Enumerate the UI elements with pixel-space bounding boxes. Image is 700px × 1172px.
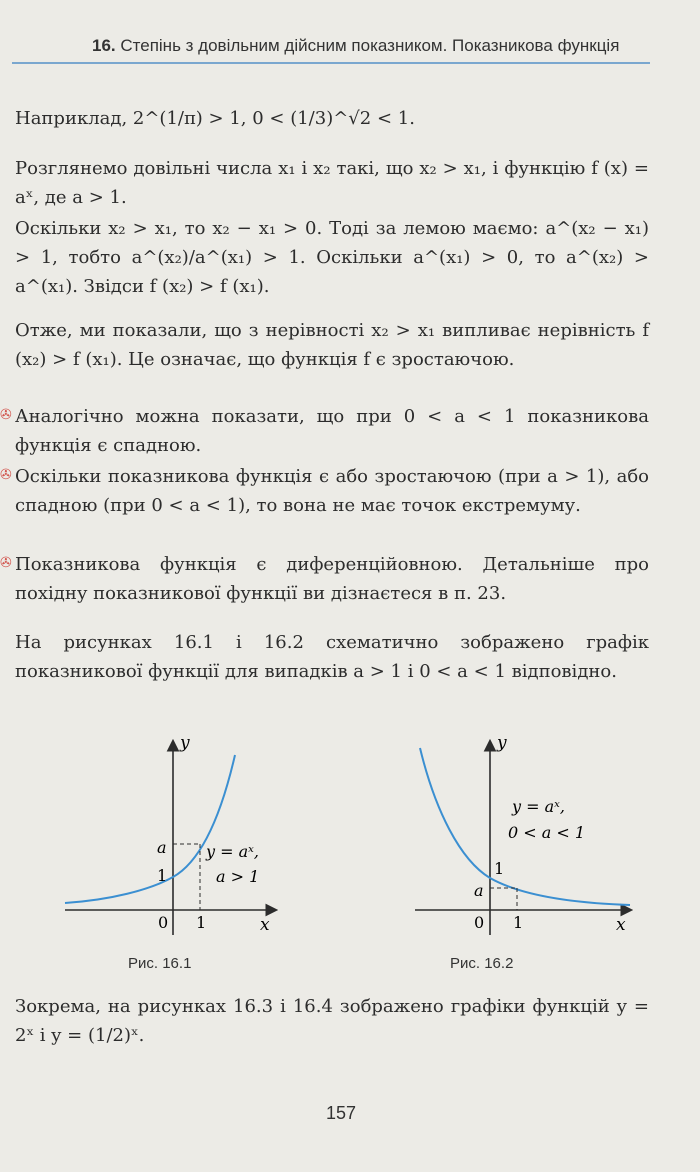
axis-label-x: x — [616, 915, 626, 935]
paragraph-proof: Оскільки x₂ > x₁, то x₂ − x₁ > 0. Тоді за лемою маємо: a^(x₂ − x₁) > 1, тобто a^(x₂)/a^(x₁) > 1. Оскільки a^(x₁) > 0, то a^(x₂) > a^(x₁). Звідси f (x₂) > f (x₁). — [15, 218, 649, 297]
chapter-title: Степінь з довільним дійсним показником. Показникова функція — [120, 36, 620, 55]
axis-label-y: y — [180, 733, 190, 753]
origin-label: 0 — [158, 913, 169, 932]
header-rule — [12, 62, 650, 64]
paragraph-graphs: Зокрема, на рисунках 16.3 і 16.4 зображено графіки функцій y = 2ˣ і y = (1/2)ˣ. — [15, 996, 649, 1046]
exp-curve-increasing — [65, 755, 235, 903]
bookmark-icon: ✇ — [0, 467, 12, 483]
paragraph-figures: На рисунках 16.1 і 16.2 схематично зображено графік показникової функції для випадків a > 1 і 0 < a < 1 відповідно. — [15, 632, 649, 682]
paragraph-conclusion: Отже, ми показали, що з нерівності x₂ > x₁ випливає нерівність f (x₂) > f (x₁). Це означає, що функція f є зростаючою. — [15, 320, 649, 370]
bookmark-icon: ✇ — [0, 555, 12, 571]
tick-x-1: 1 — [196, 913, 207, 932]
page-number: 157 — [326, 1103, 357, 1123]
origin-label: 0 — [474, 913, 485, 932]
tick-y-1: 1 — [494, 859, 505, 878]
figure-16-1-caption: Рис. 16.1 — [128, 955, 192, 972]
axis-label-x: x — [260, 915, 270, 935]
figure-16-1 — [60, 730, 290, 950]
paragraph-extremum: Оскільки показникова функція є або зростаючою (при a > 1), або спадною (при 0 < a < 1), то вона не має точок екстремуму. — [15, 466, 649, 516]
condition-label: 0 < a < 1 — [508, 823, 586, 842]
tick-x-1: 1 — [513, 913, 524, 932]
chapter-number: 16. — [92, 36, 116, 55]
condition-label: a > 1 — [216, 867, 260, 886]
paragraph-consider: Розглянемо довільні числа x₁ і x₂ такі, що x₂ > x₁, і функцію f (x) = aˣ, де a > 1. — [15, 158, 649, 208]
tick-y-1: 1 — [157, 866, 168, 885]
figure-16-2 — [410, 730, 660, 950]
figure-16-2-caption: Рис. 16.2 — [450, 955, 514, 972]
paragraph-example: Наприклад, 2^(1/π) > 1, 0 < (1/3)^√2 < 1. — [15, 108, 415, 129]
bookmark-icon: ✇ — [0, 407, 12, 423]
axis-label-y: y — [497, 733, 507, 753]
function-label: y = aˣ, — [512, 797, 565, 816]
tick-y-a: a — [474, 881, 484, 900]
page-header — [92, 36, 619, 56]
paragraph-decreasing: Аналогічно можна показати, що при 0 < a < 1 показникова функція є спадною. — [15, 406, 649, 456]
paragraph-differentiable: Показникова функція є диференційовною. Детальніше про похідну показникової функції ви дізнаєтеся в п. 23. — [15, 554, 649, 604]
function-label: y = aˣ, — [206, 842, 259, 861]
tick-y-a: a — [157, 838, 167, 857]
